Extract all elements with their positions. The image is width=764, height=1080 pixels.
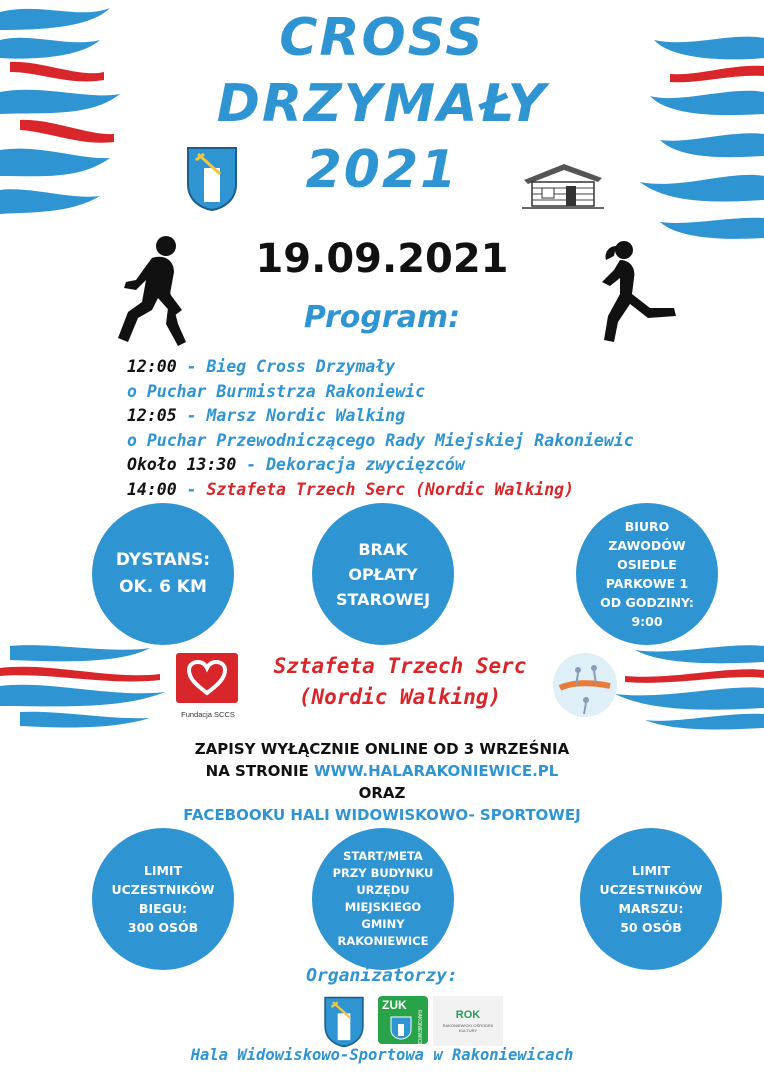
distance-badge: DYSTANS: OK. 6 KM	[92, 503, 234, 645]
run-limit-badge: LIMIT UCZESTNIKÓW BIEGU: 300 OSÓB	[92, 828, 234, 970]
event-date: 19.09.2021	[255, 236, 509, 282]
fundacja-label: Fundacja SCCS	[181, 710, 235, 719]
registration-line1: ZAPISY WYŁĄCZNIE ONLINE OD 3 WRZEŚNIA	[194, 740, 570, 758]
coat-of-arms-icon	[186, 146, 238, 212]
rok-logo: ROK RAKONIEWICKI OŚRODEK KULTURY	[433, 996, 503, 1046]
march-limit-badge: LIMIT UCZESTNIKÓW MARSZU: 50 OSÓB	[580, 828, 722, 970]
schedule-line: 14:00 - Sztafeta Trzech Serc (Nordic Walking)	[127, 479, 575, 499]
registration-line3: ORAZ	[358, 784, 406, 802]
organizers-heading: Organizatorzy:	[306, 965, 458, 986]
cabin-sketch-icon	[520, 158, 606, 210]
footer-organizer-name: Hala Widowiskowo-Sportowa w Rakoniewicach	[190, 1046, 574, 1064]
page-title-line2: DRZYMAŁY	[216, 74, 548, 134]
page-title-line1: CROSS	[279, 8, 485, 68]
fundacja-sccs-logo	[176, 653, 238, 703]
zuk-crest-icon	[390, 1016, 412, 1040]
coat-of-arms-small-icon	[322, 996, 366, 1048]
registration-website-link[interactable]: WWW.HALARAKONIEWICE.PL	[314, 762, 559, 780]
schedule-line: o Puchar Przewodniczącego Rady Miejskiej Rakoniewic	[127, 430, 634, 450]
start-finish-badge: START/META PRZY BUDYNKU URZĘDU MIEJSKIEGO GMINY RAKONIEWICE	[312, 828, 454, 970]
program-schedule	[127, 355, 747, 502]
fee-badge: BRAK OPŁATY STAROWEJ	[312, 503, 454, 645]
registration-line2: NA STRONIE WWW.HALARAKONIEWICE.PL	[205, 762, 559, 780]
brush-decoration-middle-right	[615, 640, 764, 730]
registration-facebook: FACEBOOKU HALI WIDOWISKOWO- SPORTOWEJ	[183, 806, 581, 824]
zuk-logo: ZUK RAKONIEWICE	[378, 996, 428, 1044]
schedule-line: 12:05 - Marsz Nordic Walking	[127, 406, 406, 425]
race-office-badge: BIURO ZAWODÓW OSIEDLE PARKOWE 1 OD GODZINY: 9:00	[576, 503, 718, 645]
page-title-line3: 2021	[305, 140, 459, 200]
heart-icon	[187, 660, 227, 696]
program-heading: Program:	[303, 300, 461, 335]
sztafeta-round-logo-icon	[552, 652, 618, 718]
schedule-line: o Puchar Burmistrza Rakoniewic	[127, 381, 426, 401]
brush-decoration-middle-left	[0, 640, 165, 730]
schedule-line: Około 13:30 - Dekoracja zwycięzców	[127, 455, 465, 474]
schedule-line: 12:00 - Bieg Cross Drzymały	[127, 357, 396, 376]
sztafeta-title: Sztafeta Trzech Serc (Nordic Walking)	[273, 654, 527, 709]
